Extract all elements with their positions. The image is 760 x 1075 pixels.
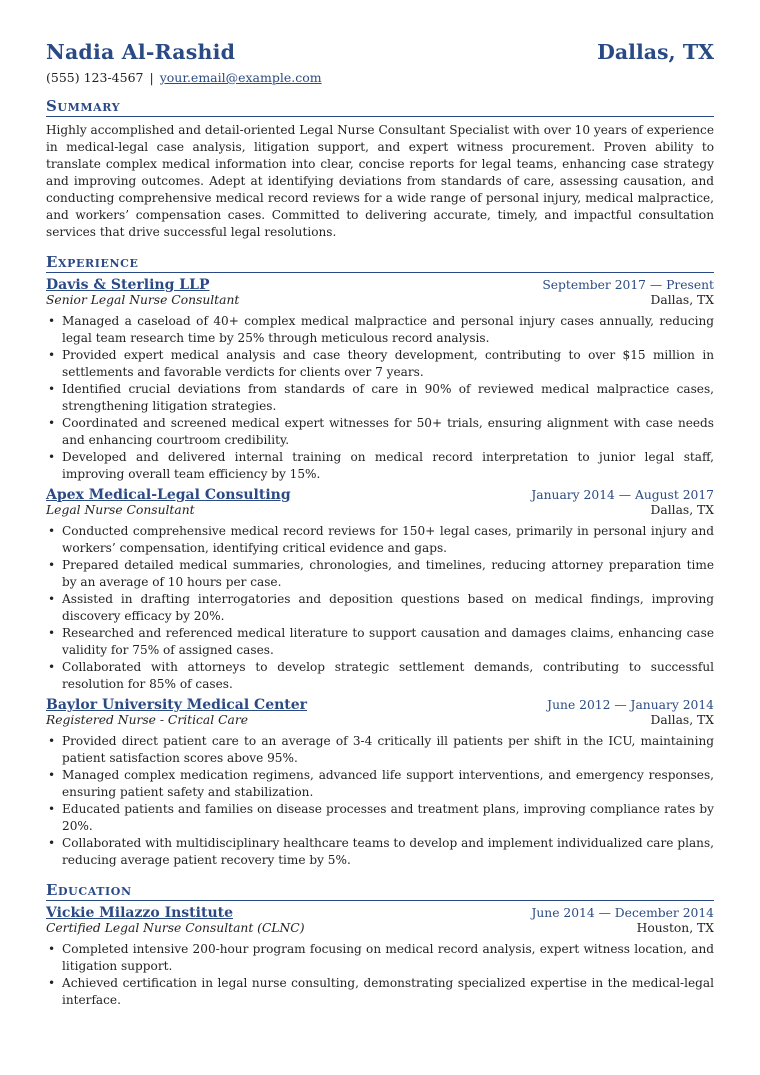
achievement-item: • Developed and delivered internal training on medical record interpretation to junior legal staff, improving overall team efficiency by 15%. [62,449,714,483]
education-heading: Education [46,881,714,901]
achievement-item: • Coordinated and screened medical expert witnesses for 50+ trials, ensuring alignment with case needs and enhancing courtroom credibility. [62,415,714,449]
achievement-item: • Identified crucial deviations from standards of care in 90% of reviewed medical malpractice cases, strengthening litigation strategies. [62,381,714,415]
achievement-item: • Educated patients and families on disease processes and treatment plans, improving compliance rates by 20%. [62,801,714,835]
achievement-item: • Assisted in drafting interrogatories and deposition questions based on medical findings, improving discovery efficacy by 20%. [62,591,714,625]
achievement-item: • Provided direct patient care to an average of 3-4 critically ill patients per shift in the ICU, maintaining patient satisfaction scores above 95%. [62,733,714,767]
candidate-name: Nadia Al-Rashid [46,40,236,64]
experience-entry [46,277,714,483]
achievement-item: • Prepared detailed medical summaries, chronologies, and timelines, reducing attorney preparation time by an average of 10 hours per case. [62,557,714,591]
education-entry [46,905,714,1009]
job-title: Legal Nurse Consultant [46,503,195,517]
experience-heading: Experience [46,253,714,273]
summary-heading: Summary [46,97,714,117]
employment-dates: September 2017 — Present [542,278,714,292]
experience-list [46,277,714,869]
job-location: Dallas, TX [650,503,714,517]
achievement-list [46,313,714,483]
phone-number: (555) 123-4567 [46,70,144,85]
summary-text: Highly accomplished and detail-oriented Legal Nurse Consultant Specialist with over 10 years of experience in medical-legal case analysis, litigation support, and expert witness procurement. Proven ability to translate complex medical information into clear, concise reports for legal teams, enhancing case strategy and improving outcomes. Adept at identifying deviations from standards of care, assessing causation, and conducting comprehensive medical record reviews for a wide range of personal injury, medical malpractice, and workers’ compensation cases. Committed to delivering accurate, timely, and impactful consultation services that drive successful legal resolutions. [46,123,714,239]
employment-dates: January 2014 — August 2017 [531,488,714,502]
achievement-item: • Collaborated with multidisciplinary healthcare teams to develop and implement individualized care plans, reducing average patient recovery time by 5%. [62,835,714,869]
job-location: Dallas, TX [650,293,714,307]
education-detail-item: • Achieved certification in legal nurse consulting, demonstrating specialized expertise in the medical-legal interface. [62,975,714,1009]
achievement-list [46,523,714,693]
achievement-item: • Conducted comprehensive medical record reviews for 150+ legal cases, primarily in personal injury and workers’ compensation, identifying critical evidence and gaps. [62,523,714,557]
candidate-location: Dallas, TX [597,40,714,64]
institution-location: Houston, TX [636,921,714,935]
experience-entry [46,487,714,693]
credential-title: Certified Legal Nurse Consultant (CLNC) [46,921,305,935]
achievement-item: • Collaborated with attorneys to develop strategic settlement demands, contributing to successful resolution for 85% of cases. [62,659,714,693]
employment-dates: June 2012 — January 2014 [547,698,714,712]
experience-entry [46,697,714,869]
employer-name[interactable]: Baylor University Medical Center [46,697,308,713]
resume-header [46,40,714,64]
job-title: Senior Legal Nurse Consultant [46,293,240,307]
employer-name[interactable]: Davis & Sterling LLP [46,277,210,293]
email-link[interactable]: your.email@example.com [159,70,322,85]
job-title: Registered Nurse - Critical Care [46,713,248,727]
education-dates: June 2014 — December 2014 [531,906,714,920]
employer-name[interactable]: Apex Medical-Legal Consulting [46,487,291,503]
contact-line [46,70,714,85]
achievement-list [46,733,714,869]
contact-separator: | [149,70,154,85]
achievement-item: • Managed complex medication regimens, advanced life support interventions, and emergency responses, ensuring patient safety and stabilization. [62,767,714,801]
institution-name[interactable]: Vickie Milazzo Institute [46,905,233,921]
education-detail-item: • Completed intensive 200-hour program focusing on medical record analysis, expert witness location, and litigation support. [62,941,714,975]
achievement-item: • Researched and referenced medical literature to support causation and damages claims, enhancing case validity for 75% of assigned cases. [62,625,714,659]
job-location: Dallas, TX [650,713,714,727]
education-detail-list [46,941,714,1009]
achievement-item: • Provided expert medical analysis and case theory development, contributing to over $15 million in settlements and favorable verdicts for clients over 7 years. [62,347,714,381]
achievement-item: • Managed a caseload of 40+ complex medical malpractice and personal injury cases annually, reducing legal team research time by 25% through meticulous record analysis. [62,313,714,347]
